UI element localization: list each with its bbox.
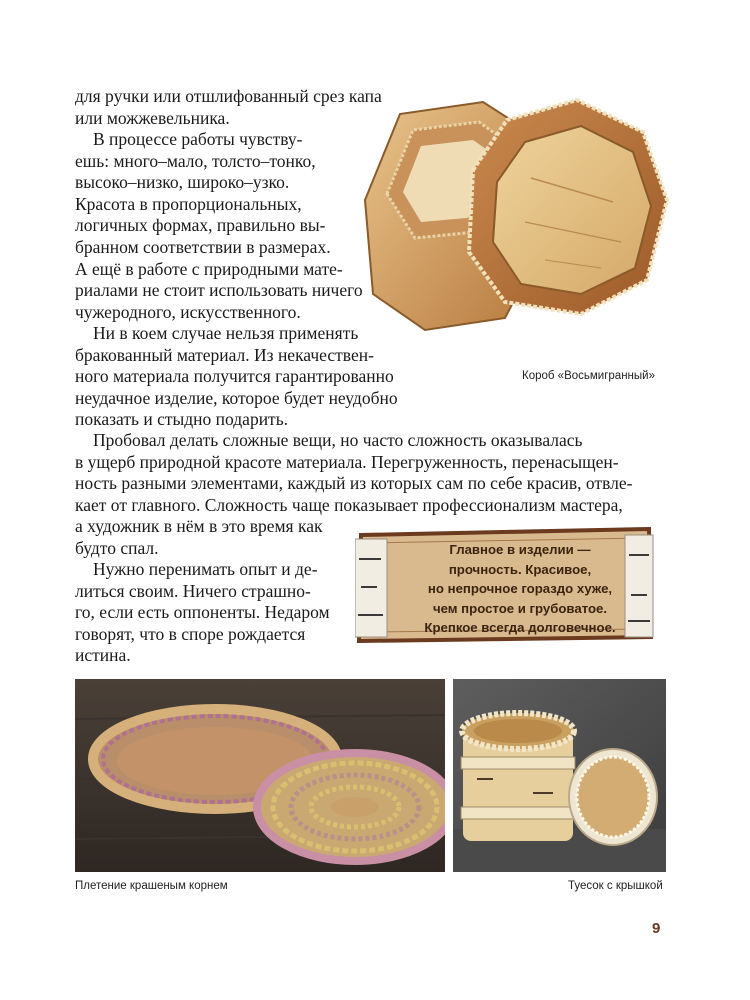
paragraph-5	[75, 559, 337, 667]
paragraph-line: бракованный материал. Из некачествен-	[75, 344, 374, 365]
tuesok-caption: Туесок с крышкой	[568, 880, 663, 892]
paragraph-line: риалами не стоит использовать ничего	[75, 280, 363, 301]
paragraph-line: истина.	[75, 645, 131, 666]
paragraph-line: Красота в пропорциональных,	[75, 193, 302, 214]
paragraph-1	[75, 86, 395, 129]
paragraph-line: будто спал.	[75, 537, 159, 558]
tuesok-photo	[453, 679, 666, 872]
paragraph-line: или можжевельника.	[75, 107, 230, 128]
quote-line: но непрочное гораздо хуже,	[427, 581, 613, 597]
paragraph-line: литься своим. Ничего страшно-	[75, 580, 311, 601]
paragraph-line: говорят, что в споре рождается	[75, 623, 306, 644]
woven-trays-photo	[75, 679, 445, 872]
octagon-box-caption: Короб «Восьмигранный»	[522, 370, 655, 382]
paragraph-line: ешь: много–мало, толсто–тонко,	[75, 150, 316, 171]
paragraph-line: логичных формах, правильно вы-	[75, 215, 326, 236]
quote-line: чем простое и грубоватое.	[432, 600, 608, 616]
paragraph-line: А ещё в работе с природными мате-	[75, 258, 343, 279]
paragraph-line: Нужно перенимать опыт и де-	[93, 559, 318, 579]
paragraph-line: го, если есть оппоненты. Недаром	[75, 602, 330, 623]
octagon-box-photo	[355, 82, 670, 357]
paragraph-line: в ущерб природной красоте материала. Перегруженность, перенасыщен-	[75, 451, 619, 472]
paragraph-line: для ручки или отшлифованный срез капа	[75, 86, 382, 106]
paragraph-line: неудачное изделие, которое будет неудобно	[75, 387, 398, 408]
paragraph-line: Пробовал делать сложные вещи, но часто сложность оказывалась	[93, 430, 583, 450]
quote-text	[390, 540, 650, 638]
page-number: 9	[652, 920, 661, 937]
paragraph-line: В процессе работы чувству-	[93, 129, 303, 149]
paragraph-2	[75, 129, 365, 323]
paragraph-line: бранном соответствии в размерах.	[75, 236, 331, 257]
quote-line: Главное в изделии —	[449, 542, 591, 557]
paragraph-line: чужеродного, искусственного.	[75, 301, 301, 322]
paragraph-line: а художник в нём в это время как	[75, 516, 323, 537]
paragraph-line: высоко–низко, широко–узко.	[75, 172, 290, 193]
paragraph-line: Ни в коем случае нельзя применять	[93, 323, 359, 343]
paragraph-line: кает от главного. Сложность чаще показывает профессионализм мастера,	[75, 494, 623, 515]
paragraph-line: показать и стыдно подарить.	[75, 409, 289, 430]
paragraph-line: ность разными элементами, каждый из которых сам по себе красив, отвле-	[75, 473, 633, 494]
quote-line: прочность. Красивое,	[448, 561, 592, 577]
woven-trays-caption: Плетение крашеным корнем	[75, 880, 228, 892]
paragraph-line: ного материала получится гарантированно	[75, 366, 394, 387]
quote-line: Крепкое всегда долговечное.	[424, 620, 616, 636]
